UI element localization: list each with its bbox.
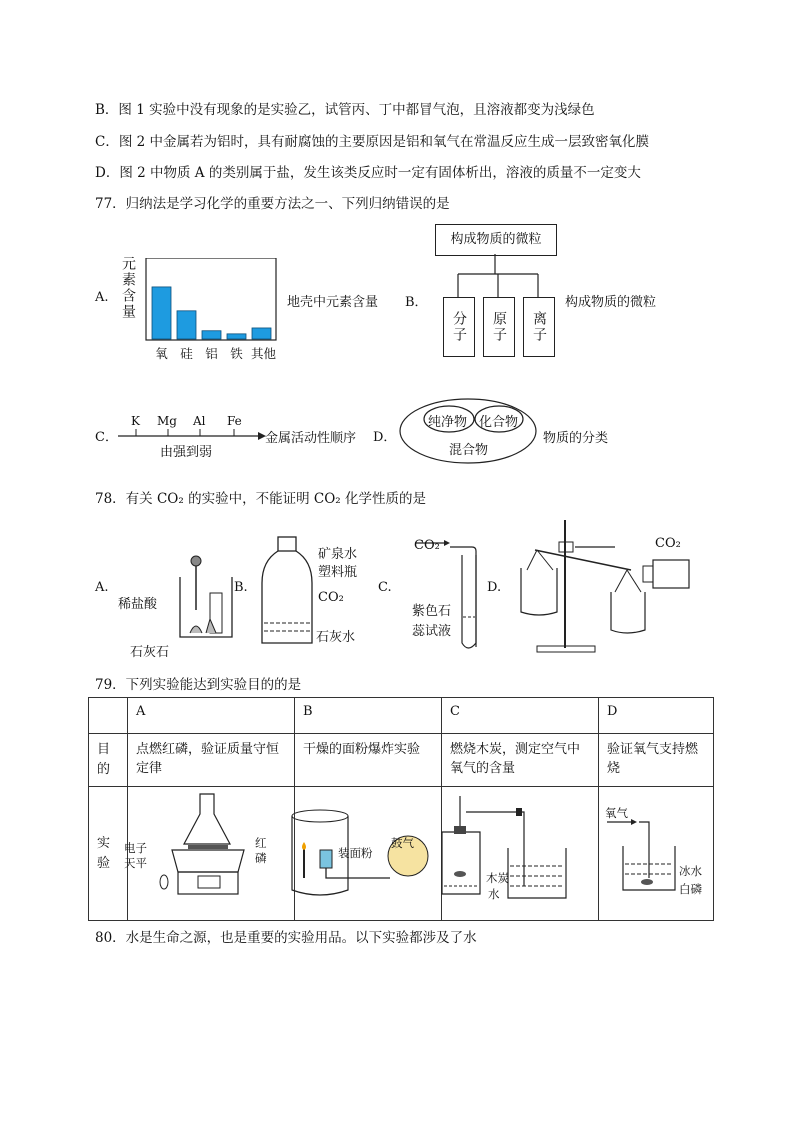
bar-0: [152, 287, 171, 339]
option-d-line: D．图 2 中物质 A 的类别属于盐，发生该类反应时一定有固体析出，溶液的质量不一定变大: [95, 165, 641, 181]
option-b-line: B．图 1 实验中没有现象的是实验乙，试管丙、丁中都冒气泡，且溶液都变为浅绿色: [95, 102, 595, 118]
metal-al: Al: [193, 414, 206, 428]
bar-1: [177, 311, 196, 339]
limewater-label: 石灰水: [316, 630, 356, 645]
limestone-label: 石灰石: [130, 645, 170, 660]
purpose-c: 燃烧木炭，测定空气中氧气的含量: [442, 734, 599, 787]
charcoal-label: 木炭: [486, 871, 509, 885]
litmus-solution-label: 紫色石蕊试液: [412, 604, 452, 639]
tube-co2-label: CO₂: [414, 538, 440, 553]
option-c-line: C．图 2 中金属若为铝时，具有耐腐蚀的主要原因是铝和氧气在常温反应生成一层致密氧化膜: [95, 134, 649, 150]
purpose-b: 干燥的面粉爆炸实验: [295, 734, 442, 787]
electronic-balance-apparatus: [148, 792, 268, 910]
q77-d-label: D．: [373, 430, 397, 445]
balance-co2-label: CO₂: [655, 536, 681, 551]
purpose-a: 点燃红磷，验证质量守恒定律: [128, 734, 295, 787]
col-header-a: A: [128, 698, 295, 734]
mixture-label: 混合物: [449, 443, 489, 458]
bar-label-0: 氧: [155, 346, 168, 361]
mineral-water-bottle-label: 矿泉水塑料瓶: [318, 547, 358, 580]
water-label: 水: [488, 887, 500, 901]
col-header-b: B: [295, 698, 442, 734]
dilute-hcl-label: 稀盐酸: [118, 597, 158, 612]
bar-3: [227, 334, 246, 339]
q78-a-label: A.: [95, 580, 109, 595]
tree-child-atom: 原子: [483, 297, 515, 357]
white-phosphorus-label: 白磷: [679, 882, 702, 896]
bar-label-4: 其他: [250, 346, 277, 361]
purpose-d: 验证氧气支持燃烧: [599, 734, 714, 787]
tree-connectors: [440, 254, 560, 298]
table-cell: [89, 698, 128, 734]
bar-label-2: 铝: [205, 346, 218, 361]
tree-child-molecule: 分子: [443, 297, 475, 357]
metal-mg: Mg: [157, 414, 177, 428]
plastic-bottle: [258, 535, 318, 650]
bottle-co2-label: CO₂: [318, 590, 344, 605]
metal-k: K: [131, 414, 140, 428]
red-phosphorus-label: 红磷: [255, 836, 267, 865]
flour-label: 装面粉: [338, 846, 373, 860]
pure-substance-label: 纯净物: [428, 415, 468, 430]
question-79: 79．下列实验能达到实验目的的是: [95, 677, 302, 693]
bar-2: [202, 331, 221, 339]
q77-c-caption: 金属活动性顺序: [265, 431, 357, 446]
experiment-row-label: 实验: [89, 787, 128, 921]
purpose-row-label: 目的: [89, 734, 128, 787]
q77-a-caption: 地壳中元素含量: [287, 295, 379, 310]
blow-air-label: 鼓气: [391, 836, 414, 850]
q77-b-label: B．: [405, 295, 428, 310]
question-77: 77．归纳法是学习化学的重要方法之一、下列归纳错误的是: [95, 196, 450, 212]
q78-c-label: C.: [378, 580, 392, 595]
metal-fe: Fe: [227, 414, 242, 428]
limestone-acid-apparatus: [170, 555, 242, 645]
tree-root-box: 构成物质的微粒: [435, 224, 557, 256]
question-80: 80．水是生命之源，也是重要的实验用品。以下实验都涉及了水: [95, 930, 477, 946]
bar-4: [252, 328, 271, 339]
ice-water-label: 冰水: [679, 864, 702, 878]
electronic-balance-label: 电子天平: [124, 841, 147, 870]
question-78: 78．有关 CO₂ 的实验中，不能证明 CO₂ 化学性质的是: [95, 491, 426, 507]
q77-c-label: C．: [95, 430, 118, 445]
bar-label-3: 铁: [230, 346, 243, 361]
table-row: [89, 734, 714, 787]
activity-arrow-label: 由强到弱: [160, 445, 213, 460]
q78-b-label: B.: [234, 580, 248, 595]
col-header-d: D: [599, 698, 714, 734]
oxygen-label: 氧气: [605, 806, 628, 820]
q77-b-caption: 构成物质的微粒: [565, 295, 657, 310]
compound-label: 化合物: [479, 415, 519, 430]
q77-a-label: A.: [95, 290, 109, 305]
white-phosphorus-apparatus: [605, 812, 681, 898]
q78-d-label: D.: [487, 580, 502, 595]
table-row: [89, 698, 714, 734]
crust-element-bar-chart: [140, 258, 280, 366]
q77-d-caption: 物质的分类: [543, 431, 609, 446]
tree-child-ion: 离子: [523, 297, 555, 357]
carbon-oxygen-measurement-apparatus: [436, 792, 580, 904]
bar-label-1: 硅: [180, 346, 193, 361]
col-header-c: C: [442, 698, 599, 734]
q77-a-ylabel: 元素含量: [120, 256, 136, 320]
